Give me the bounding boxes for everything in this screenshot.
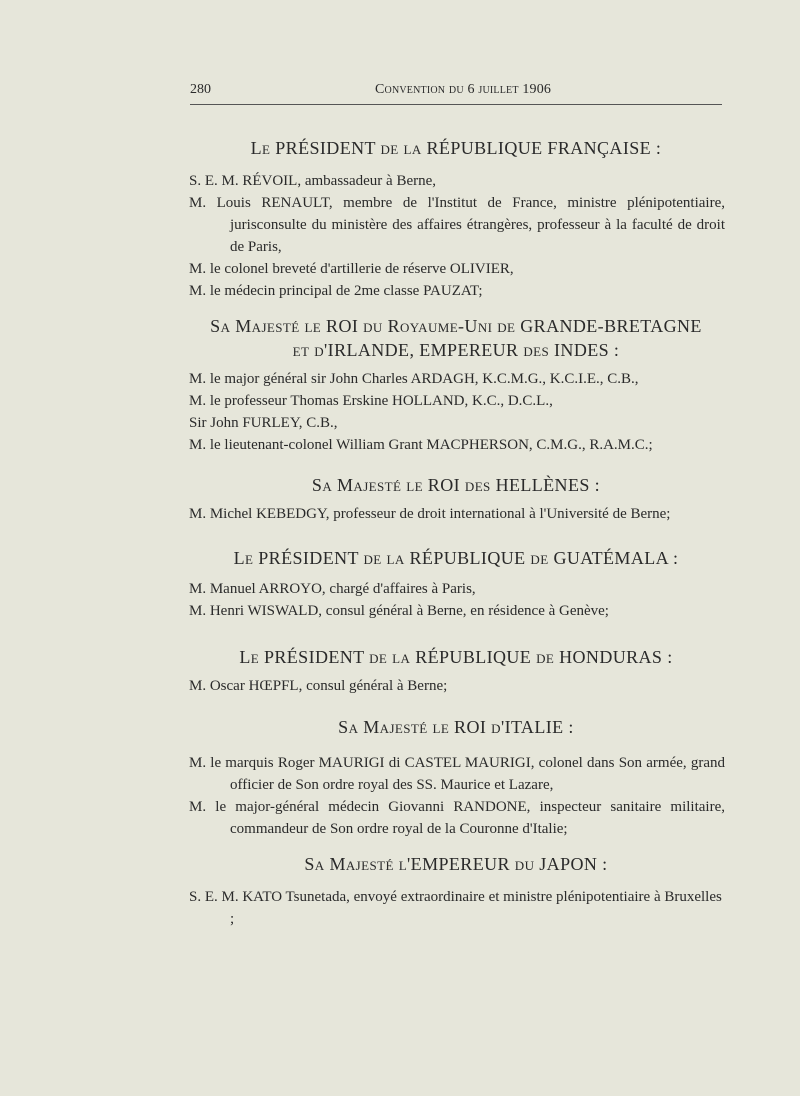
section-heading-line: Sa Majesté le ROI du Royaume-Uni de GRANDE-BRETAGNE (210, 316, 702, 336)
section-heading-line: et d'IRLANDE, EMPEREUR des INDES : (292, 340, 620, 360)
delegate-entry: M. le marquis Roger MAURIGI di CASTEL MAURIGI, colonel dans Son armée, grand officier de Son ordre royal des SS. Maurice et Lazare, (189, 755, 725, 793)
section-heading-honduras (160, 645, 752, 669)
section-heading-line: Le PRÉSIDENT de la RÉPUBLIQUE FRANÇAISE : (250, 138, 662, 158)
delegate-entry: M. le lieutenant-colonel William Grant MACPHERSON, C.M.G., R.A.M.C.; (189, 437, 653, 453)
delegate-entry: M. le médecin principal de 2me classe PAUZAT; (189, 283, 483, 299)
delegates-list-honduras (189, 675, 725, 697)
section-heading-guatemala (160, 546, 752, 570)
delegates-list-great-britain (189, 368, 725, 456)
running-title: Convention du 6 juillet 1906 (375, 82, 552, 97)
delegate-entry: M. Oscar HŒPFL, consul général à Berne; (189, 678, 448, 694)
header-rule (190, 104, 722, 105)
section-heading-japan (160, 852, 752, 876)
delegates-list-greece (189, 503, 725, 525)
delegate-entry: M. Michel KEBEDGY, professeur de droit international à l'Université de Berne; (189, 506, 671, 522)
delegates-list-japan (189, 886, 725, 930)
delegates-list-france (189, 170, 725, 302)
section-heading-line: Sa Majesté l'EMPEREUR du JAPON : (304, 854, 608, 874)
page-header (190, 82, 722, 104)
delegate-entry: M. le major général sir John Charles ARDAGH, K.C.M.G., K.C.I.E., C.B., (189, 371, 639, 387)
delegate-entry: M. Henri WISWALD, consul général à Berne, en résidence à Genève; (189, 603, 609, 619)
delegate-entry: S. E. M. RÉVOIL, ambassadeur à Berne, (189, 173, 437, 189)
delegate-entry: M. Manuel ARROYO, chargé d'affaires à Paris, (189, 581, 476, 597)
delegates-list-guatemala (189, 578, 725, 622)
delegate-entry: M. le major-général médecin Giovanni RANDONE, inspecteur sanitaire militaire, commandeur de Son ordre royal de la Couronne d'Italie; (189, 799, 725, 837)
delegate-entry: M. le colonel breveté d'artillerie de réserve OLIVIER, (189, 261, 514, 277)
section-heading-line: Le PRÉSIDENT de la RÉPUBLIQUE de GUATÉMALA : (233, 548, 679, 568)
delegate-entry: Sir John FURLEY, C.B., (189, 415, 338, 431)
section-heading-line: Sa Majesté le ROI d'ITALIE : (338, 717, 574, 737)
delegate-entry: S. E. M. KATO Tsunetada, envoyé extraordinaire et ministre plénipotentiaire à Bruxelles ; (189, 889, 722, 927)
section-heading-greece (160, 473, 752, 497)
page-number: 280 (190, 82, 211, 97)
section-heading-italy (160, 715, 752, 739)
delegate-entry: M. Louis RENAULT, membre de l'Institut de France, ministre plénipotentiaire, jurisconsulte du ministère des affaires étrangères, professeur à la faculté de droit de Paris, (189, 195, 725, 255)
section-heading-line: Le PRÉSIDENT de la RÉPUBLIQUE de HONDURAS : (239, 647, 673, 667)
delegates-list-italy (189, 752, 725, 840)
section-heading-france (160, 136, 752, 160)
section-heading-line: Sa Majesté le ROI des HELLÈNES : (311, 475, 601, 495)
delegate-entry: M. le professeur Thomas Erskine HOLLAND, K.C., D.C.L., (189, 393, 553, 409)
section-heading-great-britain (160, 314, 752, 362)
